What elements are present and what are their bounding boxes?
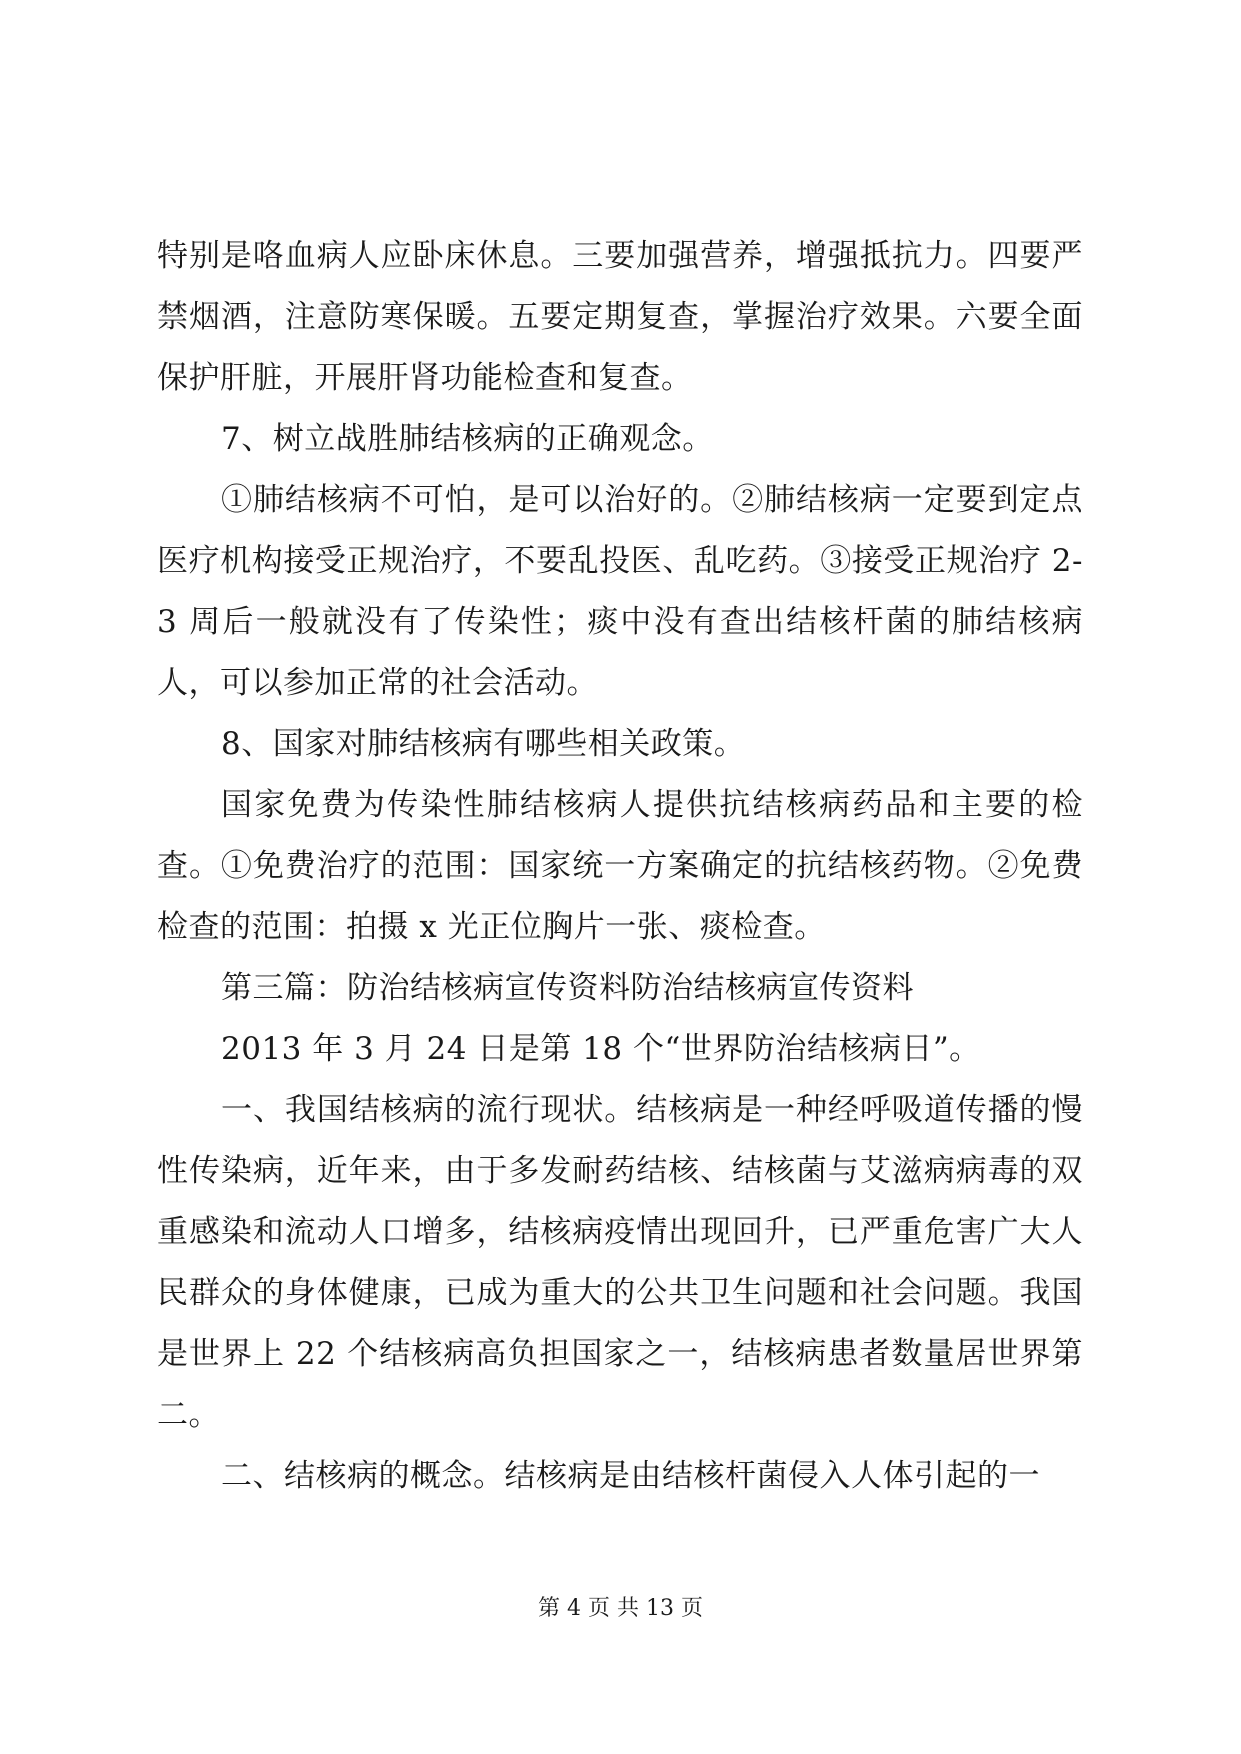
paragraph-national-policy: 国家免费为传染性肺结核病人提供抗结核病药品和主要的检查。①免费治疗的范围：国家统一方案确定的抗结核药物。②免费检查的范围：拍摄 x 光正位胸片一张、痰检查。 [157, 787, 1083, 945]
document-body [157, 226, 1083, 1507]
page-footer: 第 4 页 共 13 页 [538, 1596, 703, 1621]
paragraph-world-tb-day: 2013 年 3 月 24 日是第 18 个“世界防治结核病日”。 [221, 1031, 981, 1067]
paragraph-correct-concepts: ①肺结核病不可怕，是可以治好的。②肺结核病一定要到定点医疗机构接受正规治疗，不要乱投医、乱吃药。③接受正规治疗 2-3 周后一般就没有了传染性；痰中没有查出结核杆菌的肺结核病人，可以参加正常的社会活动。 [157, 482, 1083, 701]
paragraph-tb-concept: 二、结核病的概念。结核病是由结核杆菌侵入人体引起的一 [221, 1458, 1040, 1494]
paragraph-epidemic-status: 一、我国结核病的流行现状。结核病是一种经呼吸道传播的慢性传染病，近年来，由于多发耐药结核、结核菌与艾滋病病毒的双重感染和流动人口增多，结核病疫情出现回升，已严重危害广大人民群众的身体健康，已成为重大的公共卫生问题和社会问题。我国是世界上 22 个结核病高负担国家之一，结核病患者数量居世界第二。 [157, 1092, 1083, 1433]
chapter-title: 第三篇：防治结核病宣传资料防治结核病宣传资料 [221, 970, 914, 1006]
section-heading-7: 7、树立战胜肺结核病的正确观念。 [221, 421, 714, 457]
section-heading-8: 8、国家对肺结核病有哪些相关政策。 [221, 726, 746, 762]
paragraph-continuation: 特别是咯血病人应卧床休息。三要加强营养，增强抵抗力。四要严禁烟酒，注意防寒保暖。五要定期复查，掌握治疗效果。六要全面保护肝脏，开展肝肾功能检查和复查。 [157, 238, 1083, 396]
